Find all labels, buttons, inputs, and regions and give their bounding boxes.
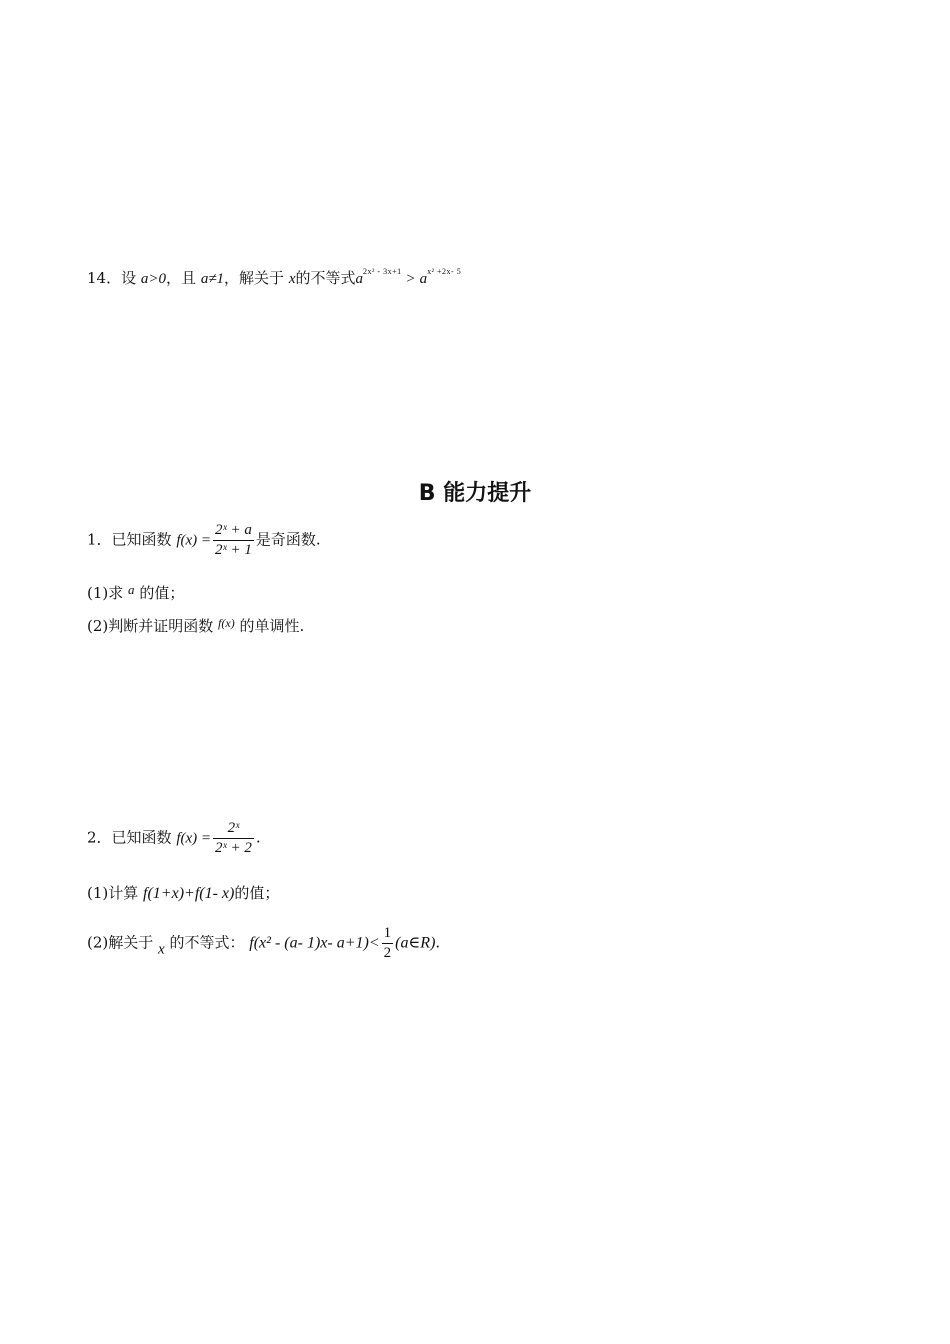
problem-14-base2: a [419, 271, 428, 287]
problem-b2-part2-expr-left: f(x² - (a- 1)x- a+1)< [249, 934, 380, 952]
problem-b2-intro: 已知函数 [111, 828, 172, 847]
problem-b2-part1-label: (1)计算 [87, 884, 139, 902]
problem-b1-numerator: 2ˣ + a [213, 522, 254, 541]
problem-b2-denominator: 2ˣ + 2 [215, 840, 252, 856]
problem-14 [87, 262, 461, 289]
section-heading: B 能力提升 [418, 481, 532, 506]
problem-b2-end: . [255, 828, 261, 847]
problem-14-text-c: 的不等式 [295, 269, 356, 287]
problem-b1-tail: 是奇函数. [255, 530, 321, 549]
problem-b2-fraction [213, 820, 254, 857]
problem-14-exp1: 2x² - 3x+1 [363, 267, 402, 276]
problem-b2-part1-tail: 的值； [234, 884, 280, 902]
problem-b1-part1-label: (1)求 [87, 584, 124, 602]
problem-14-gt: > [406, 271, 415, 287]
problem-b2-part1 [87, 883, 279, 904]
problem-14-number: 14． [87, 269, 122, 287]
problem-b2-part2-var: x [158, 941, 165, 958]
problem-b1-denominator: 2ˣ + 1 [215, 542, 252, 558]
problem-b1-fraction [213, 522, 254, 559]
problem-b1-part1 [87, 580, 184, 603]
problem-b1-part2-tail: 的单调性. [239, 617, 305, 635]
problem-b2-part2-expr-right: (a∈R) [395, 934, 436, 952]
problem-b1-part2 [87, 613, 304, 636]
problem-b2-half-num: 1 [382, 925, 394, 944]
problem-b1 [87, 522, 321, 559]
problem-14-sep: ，且 [166, 269, 197, 287]
problem-b2-half [382, 925, 394, 962]
problem-14-exp2: x² +2x- 5 [427, 267, 462, 276]
problem-14-text-b: ，解关于 [224, 269, 285, 287]
problem-14-cond2: a≠1 [200, 271, 225, 287]
problem-b1-number: 1． [87, 530, 112, 549]
problem-b2 [87, 820, 261, 857]
problem-14-text-a: 设 [121, 269, 137, 287]
problem-b2-part1-expr: f(1+x)+f(1- x) [143, 885, 235, 902]
problem-b1-part1-var: a [128, 582, 135, 597]
problem-b2-number: 2． [87, 828, 112, 847]
problem-b1-func: f(x) = [176, 532, 212, 549]
problem-14-var: x [288, 271, 296, 287]
problem-b2-part2 [87, 925, 440, 962]
problem-b2-func: f(x) = [176, 830, 212, 847]
problem-14-cond1: a>0 [140, 271, 167, 287]
problem-14-base1: a [355, 271, 364, 287]
problem-b1-part2-label: (2)判断并证明函数 [87, 617, 214, 635]
problem-b2-numerator: 2ˣ [213, 820, 254, 839]
problem-b2-part2-label: (2)解关于 [87, 933, 154, 952]
problem-b2-part2-mid: 的不等式： [169, 933, 245, 952]
problem-b1-part1-tail: 的值； [139, 584, 185, 602]
problem-b1-part2-func: f(x) [218, 616, 235, 630]
problem-b1-intro: 已知函数 [111, 530, 172, 549]
problem-b2-part2-end: . [435, 933, 441, 952]
problem-b2-half-den: 2 [383, 945, 392, 961]
